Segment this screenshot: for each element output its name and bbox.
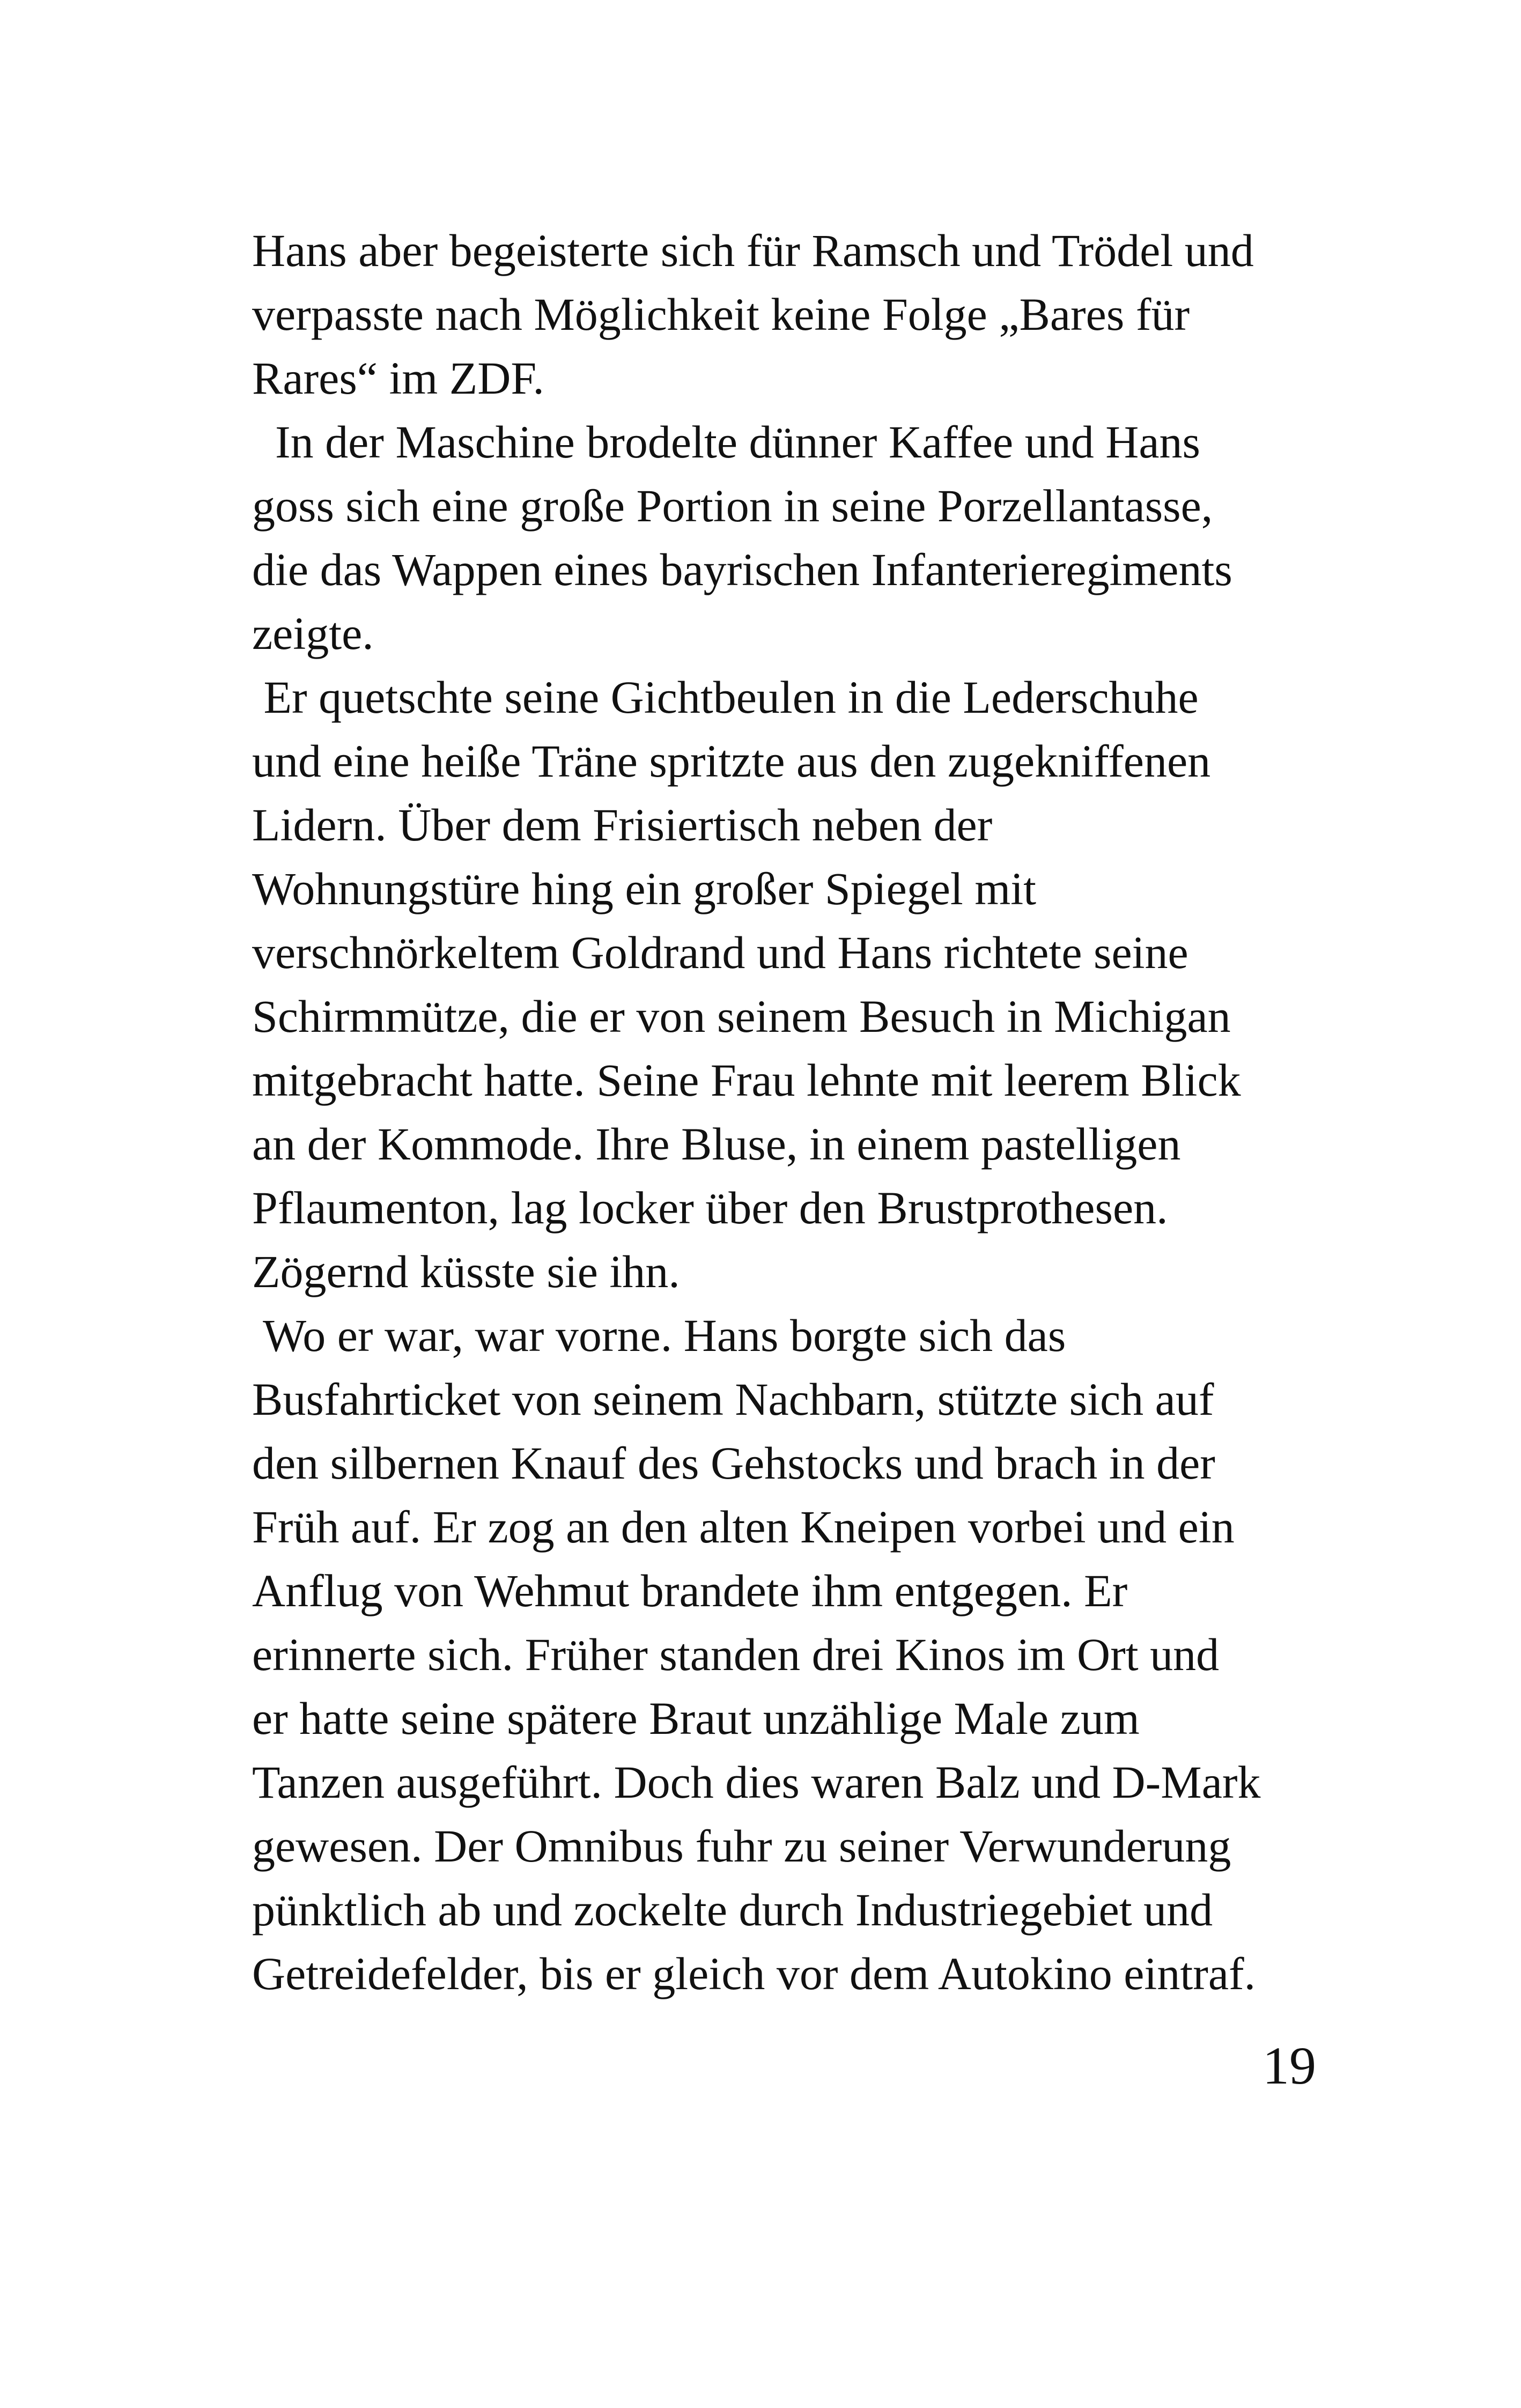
text-line: verpasste nach Möglichkeit keine Folge „Bares für xyxy=(252,289,1190,340)
text-line: erinnerte sich. Früher standen drei Kinos im Ort und xyxy=(252,1629,1220,1680)
text-line: verschnörkeltem Goldrand und Hans richtete seine xyxy=(252,927,1188,978)
text-line: Busfahrticket von seinem Nachbarn, stützte sich auf xyxy=(252,1373,1214,1425)
text-line: Anflug von Wehmut brandete ihm entgegen. Er xyxy=(252,1565,1128,1616)
text-line: die das Wappen eines bayrischen Infanterieregiments xyxy=(252,544,1232,595)
text-line: gewesen. Der Omnibus fuhr zu seiner Verwunderung xyxy=(252,1820,1231,1872)
text-line: an der Kommode. Ihre Bluse, in einem pastelligen xyxy=(252,1118,1181,1170)
text-line: Schirmmütze, die er von seinem Besuch in Michigan xyxy=(252,991,1231,1042)
text-line: Getreidefelder, bis er gleich vor dem Autokino eintraf. xyxy=(252,1948,1256,1999)
text-line: zeigte. xyxy=(252,608,374,659)
text-line: Lidern. Über dem Frisiertisch neben der xyxy=(252,799,993,851)
text-line: Er quetschte seine Gichtbeulen in die Lederschuhe xyxy=(252,671,1199,723)
text-line: Früh auf. Er zog an den alten Kneipen vorbei und ein xyxy=(252,1501,1235,1553)
text-line: er hatte seine spätere Braut unzählige Male zum xyxy=(252,1693,1140,1744)
text-line: Wo er war, war vorne. Hans borgte sich das xyxy=(252,1310,1066,1361)
page-number: 19 xyxy=(1262,2036,1316,2095)
text-line: mitgebracht hatte. Seine Frau lehnte mit leerem Blick xyxy=(252,1054,1241,1106)
text-line: Wohnungstüre hing ein großer Spiegel mit xyxy=(252,863,1036,914)
text-line: pünktlich ab und zockelte durch Industriegebiet und xyxy=(252,1884,1213,1936)
text-line: Pflaumenton, lag locker über den Brustprothesen. xyxy=(252,1182,1168,1233)
text-line: goss sich eine große Portion in seine Porzellantasse, xyxy=(252,480,1213,531)
text-line: Zögernd küsste sie ihn. xyxy=(252,1246,680,1297)
text-line: Rares“ im ZDF. xyxy=(252,352,544,404)
body-text xyxy=(252,219,1346,2006)
text-line: Tanzen ausgeführt. Doch dies waren Balz und D-Mark xyxy=(252,1756,1261,1808)
text-line: In der Maschine brodelte dünner Kaffee und Hans xyxy=(252,416,1200,468)
text-line: Hans aber begeisterte sich für Ramsch und Trödel und xyxy=(252,225,1254,276)
text-line: und eine heiße Träne spritzte aus den zugekniffenen xyxy=(252,735,1211,787)
text-line: den silbernen Knauf des Gehstocks und brach in der xyxy=(252,1437,1215,1489)
